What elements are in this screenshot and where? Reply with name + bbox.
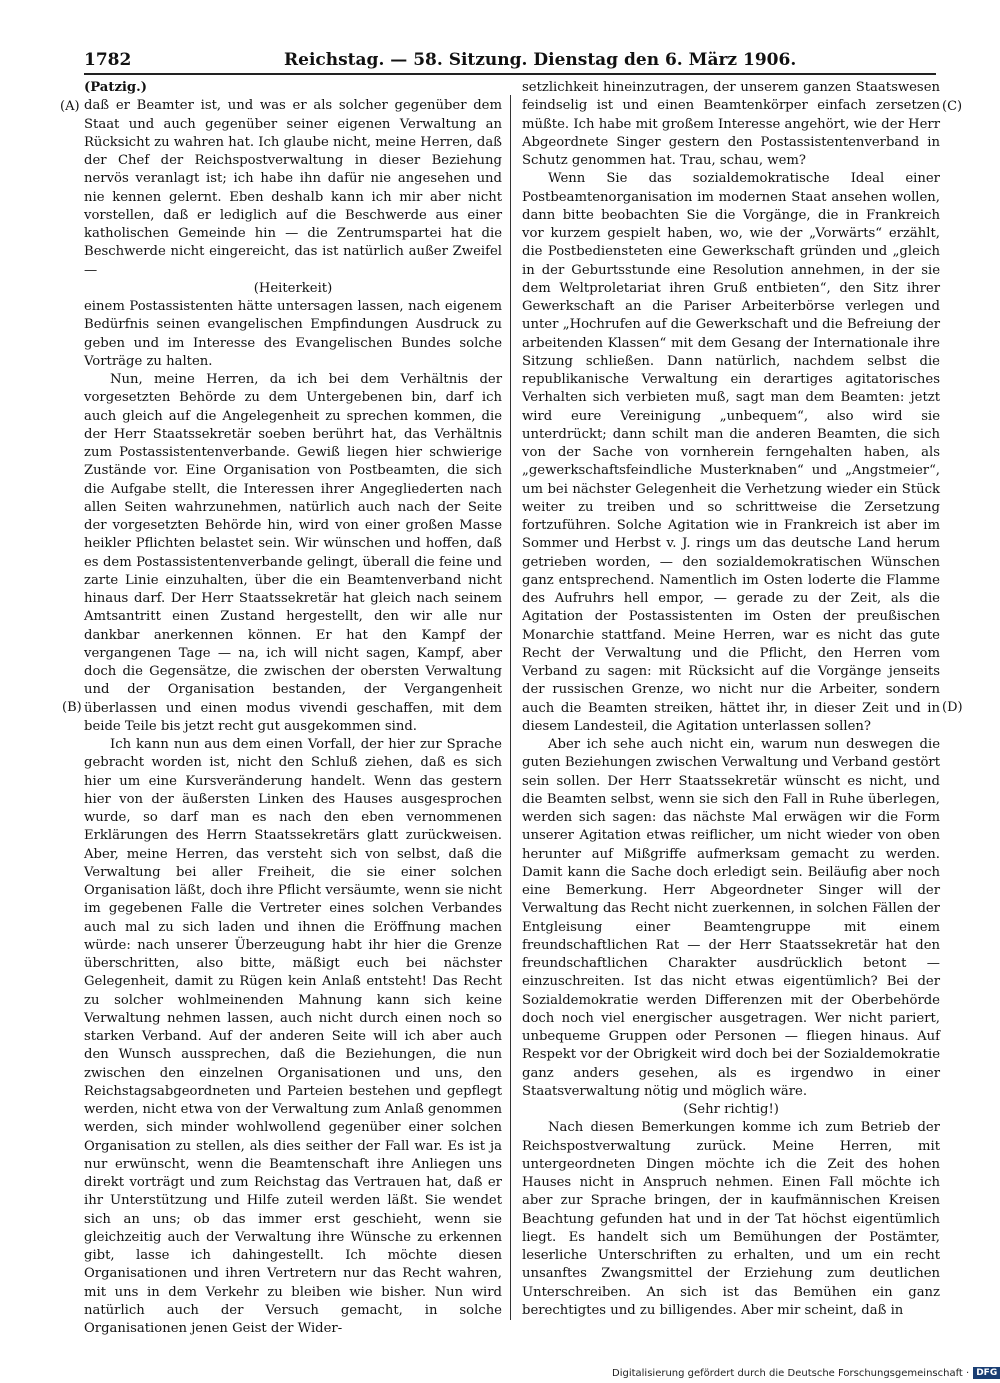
page-number: 1782 — [84, 50, 132, 70]
running-title: Reichstag. — 58. Sitzung. Dienstag den 6. März 1906. — [284, 50, 797, 70]
right-column — [522, 79, 940, 1324]
digitization-footer — [612, 1367, 998, 1381]
dfg-logo: DFG — [973, 1367, 1000, 1379]
paragraph: Ich kann nun aus dem einen Vorfall, der hier zur Sprache gebracht worden ist, nicht den Schluß ziehen, daß es sich hier um eine Kursveränderung handelt. Wenn das gestern hier von der äußersten Linken des Hauses ausgesprochen wurde, so darf man es nach den eben vernommenen Erklärungen des Herrn Staatssekretärs glatt zurückweisen. Aber, meine Herren, das versteht sich von selbst, daß die Verwaltung bei aller Freiheit, die sie einer solchen Organisation läßt, doch ihre Pflicht versäumte, wenn sie nicht im gegebenen Falle die Vertreter eines solchen Verbandes auch mal zu sich laden und ihnen die Eröffnung machen würde: nach unserer Überzeugung habt ihr hier die Grenze überschritten, also bitte, mäßigt euch bei nächster Gelegenheit, damit zu Rügen kein Anlaß entsteht! Das Recht zu solcher wohlmeinenden Mahnung kann sich keine Verwaltung nehmen lassen, auch nicht durch einen noch so starken Verband. Auf der anderen Seite will ich aber auch den Wunsch aussprechen, daß die Beziehungen, die nun zwischen den einzelnen Organisationen und uns, den Reichstagsabgeordneten und Parteien bestehen und gepflegt werden, nicht etwa von der Verwaltung zum Anlaß genommen werden, sich minder wohlwollend gegenüber einer solchen Organisation zu stellen, als dies seither der Fall war. Es ist ja nur erwünscht, wenn die Beamtenschaft ihre Anliegen uns direkt vorträgt und zum Reichstag das Vertrauen hat, daß er ihr Unterstützung und Hilfe zuteil werden läßt. Sie wendet sich an uns; ob das immer erst geschieht, wenn sie gleichzeitig auch der Verwaltung ihre Wünsche zu erkennen gibt, lasse ich dahingestellt. Ich möchte diesen Organisationen und ihren Vertretern nur das Recht wahren, mit uns in dem Verkehr zu bleiben wie bisher. Nun wird natürlich auch der Versuch gemacht, in solche Organisationen jenen Geist der Wider- — [84, 737, 502, 1336]
paragraph: Aber ich sehe auch nicht ein, warum nun deswegen die guten Beziehungen zwischen Verwaltung und Verband gestört sein sollen. Der Herr Staatssekretär wünscht es nicht, und die Beamten selbst, wenn sie sich den Fall in Ruhe überlegen, werden sich sagen: das nächste Mal erwägen wir die Form unserer Agitation etwas reiflicher, um nicht wieder von oben herunter auf Mißgriffe aufmerksam gemacht zu werden. Damit kann die Sache doch erledigt sein. Beiläufig aber noch eine Bemerkung. Herr Abgeordneter Singer will der Verwaltung das Recht nicht zuerkennen, in solchen Fällen der Entgleisung einer Beamtengruppe mit einem freundschaftlichen Rat — der Herr Staatssekretär hat den freundschaftlichen Charakter ausdrücklich betont — einzuschreiten. Ist das nicht etwas eigentümlich? Bei der Sozialdemokratie werden Differenzen mit der Oberbehörde doch noch viel energischer ausgetragen. Wer nicht pariert, unbequeme Gruppen oder Personen — fliegen hinaus. Auf Respekt vor der Obrigkeit wird doch bei der Sozialdemokratie ganz anders gesehen, als es irgendwo in einer Staatsverwaltung nötig und möglich wäre. — [522, 737, 940, 1099]
margin-mark-c: (C) — [942, 99, 963, 114]
margin-mark-d: (D) — [942, 700, 963, 715]
page-header — [84, 48, 936, 72]
column-divider — [510, 95, 511, 1320]
paragraph: daß er Beamter ist, und was er als solcher gegenüber dem Staat und auch gegenüber seiner eigenen Verwaltung an Rücksicht zu wahren hat. Ich glaube nicht, meine Herren, daß der Chef der Reichspostverwaltung in dieser Beziehung nervös veranlagt ist; ich habe ihn dafür nie angesehen und nie kennen gelernt. Eben deshalb kann ich mir aber nicht vorstellen, daß er lediglich auf die Beschwerde aus einer katholischen Gemeinde hin — die Zentrumspartei hat die Beschwerde nicht eingereicht, das ist natürlich außer Zweifel — — [84, 98, 502, 278]
paragraph: einem Postassistenten hätte untersagen lassen, nach eigenem Bedürfnis seinen evangelischen Empfindungen Ausdruck zu geben und im Interesse des Evangelischen Bundes solche Vorträge zu halten. — [84, 299, 502, 369]
speaker-label: (Patzig.) — [84, 80, 147, 95]
header-rule — [84, 73, 936, 75]
reaction-note: (Heiterkeit) — [253, 280, 333, 296]
footer-credit: Digitalisierung gefördert durch die Deutsche Forschungsgemeinschaft · — [612, 1368, 970, 1379]
left-column — [84, 79, 502, 1336]
paragraph: Nach diesen Bemerkungen komme ich zum Betrieb der Reichspostverwaltung zurück. Meine Herren, mit untergeordneten Dingen möchte ich die Zeit des hohen Hauses nicht in Anspruch nehmen. Einen Fall möchte ich aber zur Sprache bringen, der in kaufmännischen Kreisen Beachtung gefunden hat und in der Tat höchst eigentümlich liegt. Es handelt sich um Bemühungen der Postämter, leserliche Unterschriften zu erhalten, und um ein recht unsanftes Zwangsmittel der Erziehung zum deutlichen Unterschreiben. An sich ist das Bemühen ein ganz berechtigtes und zu billigendes. Aber mir scheint, daß in — [522, 1120, 940, 1318]
margin-mark-b: (B) — [62, 700, 82, 715]
paragraph: setzlichkeit hineinzutragen, der unserem ganzen Staatswesen feindselig ist und einen Beamtenkörper einfach zersetzen müßte. Ich habe mit großem Interesse angehört, wie der Herr Abgeordnete Singer gestern den Postassistentenverband in Schutz genommen hat. Trau, schau, wem? — [522, 80, 940, 168]
paragraph: Nun, meine Herren, da ich bei dem Verhältnis der vorgesetzten Behörde zu dem Untergebenen bin, darf ich auch gleich auf die Angelegenheit zu sprechen kommen, die der Herr Staatssekretär soeben berührt hat, das Verhältnis zum Postassistentenverbande. Gewiß liegen hier schwierige Zustände vor. Eine Organisation von Postbeamten, die sich die Aufgabe stellt, die Interessen ihrer Angegliederten nach allen Seiten wahrzunehmen, natürlich auch nach der Seite der vorgesetzten Behörde hin, wird von einer großen Masse heikler Pflichten belastet sein. Wir wünschen und hoffen, daß es dem Postassistentenverbande gelingt, überall die feine und zarte Linie einzuhalten, über die ein Beamtenverband nicht hinaus darf. Der Herr Staatssekretär hat gleich nach seinem Amtsantritt einen Zustand hergestellt, den wir alle nur dankbar anerkennen können. Er hat den Kampf der vergangenen Tage — na, ich will nicht sagen, Kampf, aber doch die Gegensätze, die zwischen der obersten Verwaltung und der Organisation bestanden, der Vergangenheit überlassen und einen modus vivendi geschaffen, mit dem beide Teile bis jetzt recht gut ausgekommen sind. — [84, 372, 502, 734]
reaction-note: (Sehr richtig!) — [683, 1102, 779, 1117]
paragraph: Wenn Sie das sozialdemokratische Ideal einer Postbeamtenorganisation im modernen Staat ansehen wollen, dann bitte beobachten Sie die Vorgänge, die in Frankreich vor kurzem gespielt haben, wo, wie der „Vorwärts“ erzählt, die Postbediensteten eine Gewerkschaft gründen und „gleich in der Geburtsstunde eine Resolution annehmen, in der sie dem Weltproletariat ihren Gruß entbieten“, den Sitz ihrer Gewerkschaft an die Pariser Arbeiterbörse verlegen und unter „Hochrufen auf die Gewerkschaft und die Befreiung der arbeitenden Klassen“ mit dem Gesang der Internationale ihre Sitzung schließen. Dann natürlich, nachdem selbst die republikanische Verwaltung ein derartiges agitatorisches Verhalten sich verbieten muß, sagt man dem Beamten: jetzt wird eure Vereinigung „unbequem“, also wird sie unterdrückt; dann schilt man die anderen Beamten, die sich von der Sache von vornherein ferngehalten haben, als „gewerkschaftsfeindliche Musterknaben“ und „Angstmeier“, um bei nächster Gelegenheit die Verhetzung wieder ein Stück weiter zu treiben und so schrittweise die Zersetzung fortzuführen. Solche Agitation wie in Frankreich ist aber im Sommer und Herbst v. J. rings um das deutsche Land herum getrieben worden, — den sozialdemokratischen Wünschen ganz entsprechend. Namentlich im Osten loderte die Flamme des Aufruhrs hell empor, — gerade zu der Zeit, als die Agitation der Postassistenten im Osten der preußischen Monarchie stattfand. Meine Herren, war es nicht das gute Recht der Verwaltung und die Pflicht, den Herren vom Verband zu sagen: mit Rücksicht auf die Vorgänge jenseits der russischen Grenze, wo nicht nur die Arbeiter, sondern auch die Beamten streiken, hättet ihr, in dieser Zeit und in diesem Landesteil, die Agitation unterlassen sollen? — [522, 171, 940, 734]
margin-mark-a: (A) — [60, 99, 80, 114]
